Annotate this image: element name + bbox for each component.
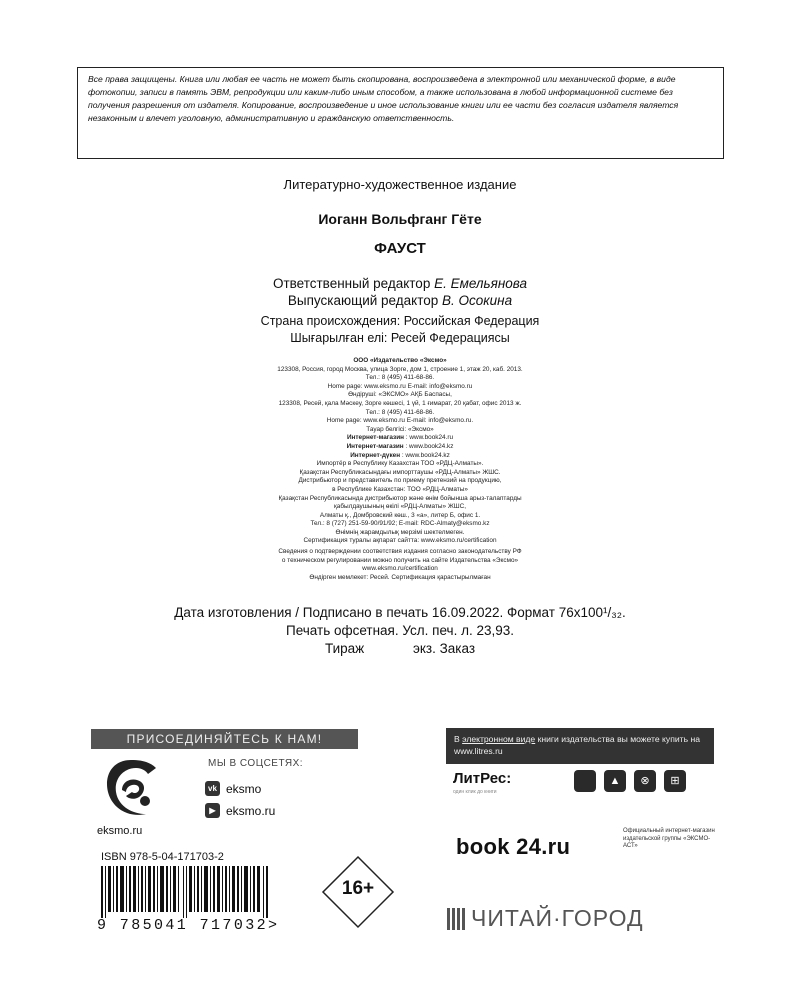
shop-kz2: : www.book24.kz bbox=[400, 451, 450, 459]
youtube-icon: ▶ bbox=[205, 803, 220, 818]
ebook-banner[interactable] bbox=[446, 728, 714, 764]
cert-ru-1: Сведения о подтверждении соответствия издания согласно законодательству РФ bbox=[278, 548, 522, 556]
publisher-info bbox=[100, 357, 700, 582]
windows-icon[interactable]: ⊞ bbox=[664, 770, 686, 792]
shop-ru-label: Интернет-магазин bbox=[346, 434, 405, 442]
country bbox=[100, 313, 700, 347]
cert-ru-3: www.eksmo.ru/certification bbox=[362, 565, 438, 573]
eksmo-logo-icon bbox=[102, 756, 160, 822]
distributor-kz: Қазақстан Республикасында дистрибьютор және өнім бойынша арыз-талаптарды bbox=[278, 494, 522, 502]
importer-kz: Қазақстан Республикасындағы импорттаушы «РДЦ-Алматы» ЖШС. bbox=[299, 468, 501, 476]
rights-notice: Все права защищены. Книга или любая ее часть не может быть скопирована, воспроизведена в электронной или механической форме, в виде фотокопии, записи в память ЭВМ, репродукции или каким-либо иным способом, а также использована в любой информационной системе без получения разрешения от издателя. Копирование, воспроизведение и иное использование книги или ее части без согласия издателя является незаконным и влечет уголовную, административную и гражданскую ответственность. bbox=[77, 67, 724, 159]
ebook-pre: В bbox=[454, 734, 463, 744]
validity: Өнімнің жарамдылық мерзімі шектелмеген. bbox=[335, 528, 465, 536]
address-almaty: Алматы қ., Домбровский көш., 3 «а», литер Б, офис 1. bbox=[319, 511, 481, 519]
eksmo-caption: eksmo.ru bbox=[97, 825, 143, 837]
pub-web-ru: Home page: www.eksmo.ru E-mail: info@eksmo.ru bbox=[327, 382, 473, 390]
chitai-gorod-mark-icon bbox=[447, 908, 467, 930]
social-vk-label: eksmo bbox=[226, 781, 262, 796]
edition-type: Литературно-художественное издание bbox=[283, 177, 517, 192]
print-line-1: Дата изготовления / Подписано в печать 16.09.2022. Формат 76x100¹/₃₂. bbox=[174, 605, 626, 620]
author: Иоганн Вольфганг Гёте bbox=[318, 211, 482, 227]
print-line-2: Печать офсетная. Усл. печ. л. 23,93. bbox=[286, 623, 514, 638]
barcode bbox=[101, 866, 269, 918]
distributor-kz-2: қабылдаушының өкілі «РДЦ-Алматы» ЖШС, bbox=[334, 503, 466, 511]
issue-editor-name: В. Осокина bbox=[442, 293, 513, 308]
isbn: ISBN 978-5-04-171703-2 bbox=[101, 851, 224, 863]
resp-editor-name: Е. Емельянова bbox=[434, 276, 528, 291]
book24-logo[interactable]: book 24.ru bbox=[456, 834, 571, 859]
age-rating: 16+ bbox=[341, 878, 375, 899]
pub-kz-name: Өндіруші: «ЭКСМО» АҚБ Баспасы, bbox=[348, 391, 452, 399]
vk-icon: vk bbox=[205, 781, 220, 796]
distributor-ru: Дистрибьютор и представитель по приему претензий на продукцию, bbox=[298, 477, 502, 485]
publisher-name: ООО «Издательство «Эксмо» bbox=[353, 357, 447, 364]
cert-kz: Сертификация туралы ақпарат сайтта: www.eksmo.ru/certification bbox=[303, 537, 497, 545]
issue-editor-label: Выпускающий редактор bbox=[287, 293, 439, 308]
pub-web-kz: Home page: www.eksmo.ru E-mail: info@eksmo.ru. bbox=[326, 417, 474, 425]
print-info bbox=[100, 604, 700, 658]
social-title: МЫ В СОЦСЕТЯХ: bbox=[208, 758, 304, 769]
android-icon[interactable]: ▲ bbox=[604, 770, 626, 792]
editors bbox=[100, 275, 700, 309]
cert-ru-2: о техническом регулировании можно получить на сайте Издательства «Эксмо» bbox=[281, 556, 519, 564]
barcode-number bbox=[97, 917, 279, 934]
resp-editor-label: Ответственный редактор bbox=[272, 276, 431, 291]
ebook-link[interactable]: электронном виде bbox=[462, 734, 536, 744]
chitai-gorod-label: ЧИТАЙ·ГОРОД bbox=[471, 905, 644, 931]
pub-address-ru: 123308, Россия, город Москва, улица Зорге, дом 1, строение 1, этаж 20, каб. 2013. bbox=[277, 365, 523, 373]
book-title: ФАУСТ bbox=[374, 240, 426, 257]
chitai-gorod-logo[interactable] bbox=[447, 905, 644, 932]
pub-address-kz: 123308, Ресей, қала Мәскеу, Зорге көшесі, 1 үй, 1 ғимарат, 20 қабат, офис 2013 ж. bbox=[278, 399, 522, 407]
shop-kz-label: Интернет-магазин bbox=[346, 442, 404, 450]
barcode-tail: > bbox=[268, 917, 280, 934]
shop-kz: : www.book24.kz bbox=[403, 442, 454, 450]
barcode-digits: 9 785041 717032 bbox=[97, 917, 269, 934]
litres-tagline: один клик до книги bbox=[453, 789, 497, 795]
distributor-ru-2: в Республике Казахстан: ТОО «РДЦ-Алматы» bbox=[332, 485, 468, 493]
print-line-3: Тираж экз. Заказ bbox=[324, 641, 476, 656]
pub-tel-ru: Тел.: 8 (495) 411-68-86. bbox=[365, 374, 435, 382]
pub-tel-kz: Тел.: 8 (495) 411-68-86. bbox=[365, 408, 435, 416]
join-banner: ПРИСОЕДИНЯЙТЕСЬ К НАМ! bbox=[91, 729, 358, 749]
shop-kz2-label: Интернет-дүкен bbox=[350, 451, 401, 459]
apple-icon[interactable] bbox=[574, 770, 596, 792]
tel-almaty: Тел.: 8 (727) 251-59-90/91/92; E-mail: RDC-Almaty@eksmo.kz bbox=[310, 520, 490, 528]
importer-ru: Импортёр в Республику Казахстан ТОО «РДЦ-Алматы». bbox=[316, 460, 484, 468]
shop-ru: : www.book24.ru bbox=[404, 434, 454, 442]
litres-logo[interactable]: ЛитРес: bbox=[453, 770, 512, 787]
book24-note: Официальный интернет-магазин издательской группы «ЭКСМО-АСТ» bbox=[623, 828, 715, 849]
platform-icons bbox=[574, 770, 686, 792]
country-kz: Шығарылған елі: Ресей Федерациясы bbox=[290, 331, 510, 345]
social-youtube-label: eksmo.ru bbox=[226, 803, 276, 818]
origin-kz: Өндірген мемлекет: Ресей. Сертификация қарастырылмаған bbox=[309, 573, 491, 581]
country-ru: Страна происхождения: Российская Федерация bbox=[260, 314, 540, 328]
social-vk[interactable] bbox=[205, 781, 261, 796]
ebook-post: книги издательства вы можете купить на www.litres.ru bbox=[454, 734, 700, 756]
pub-brand: Тауар белгісі: «Эксмо» bbox=[366, 425, 434, 433]
social-youtube[interactable] bbox=[205, 803, 275, 818]
xbox-icon[interactable]: ⊗ bbox=[634, 770, 656, 792]
